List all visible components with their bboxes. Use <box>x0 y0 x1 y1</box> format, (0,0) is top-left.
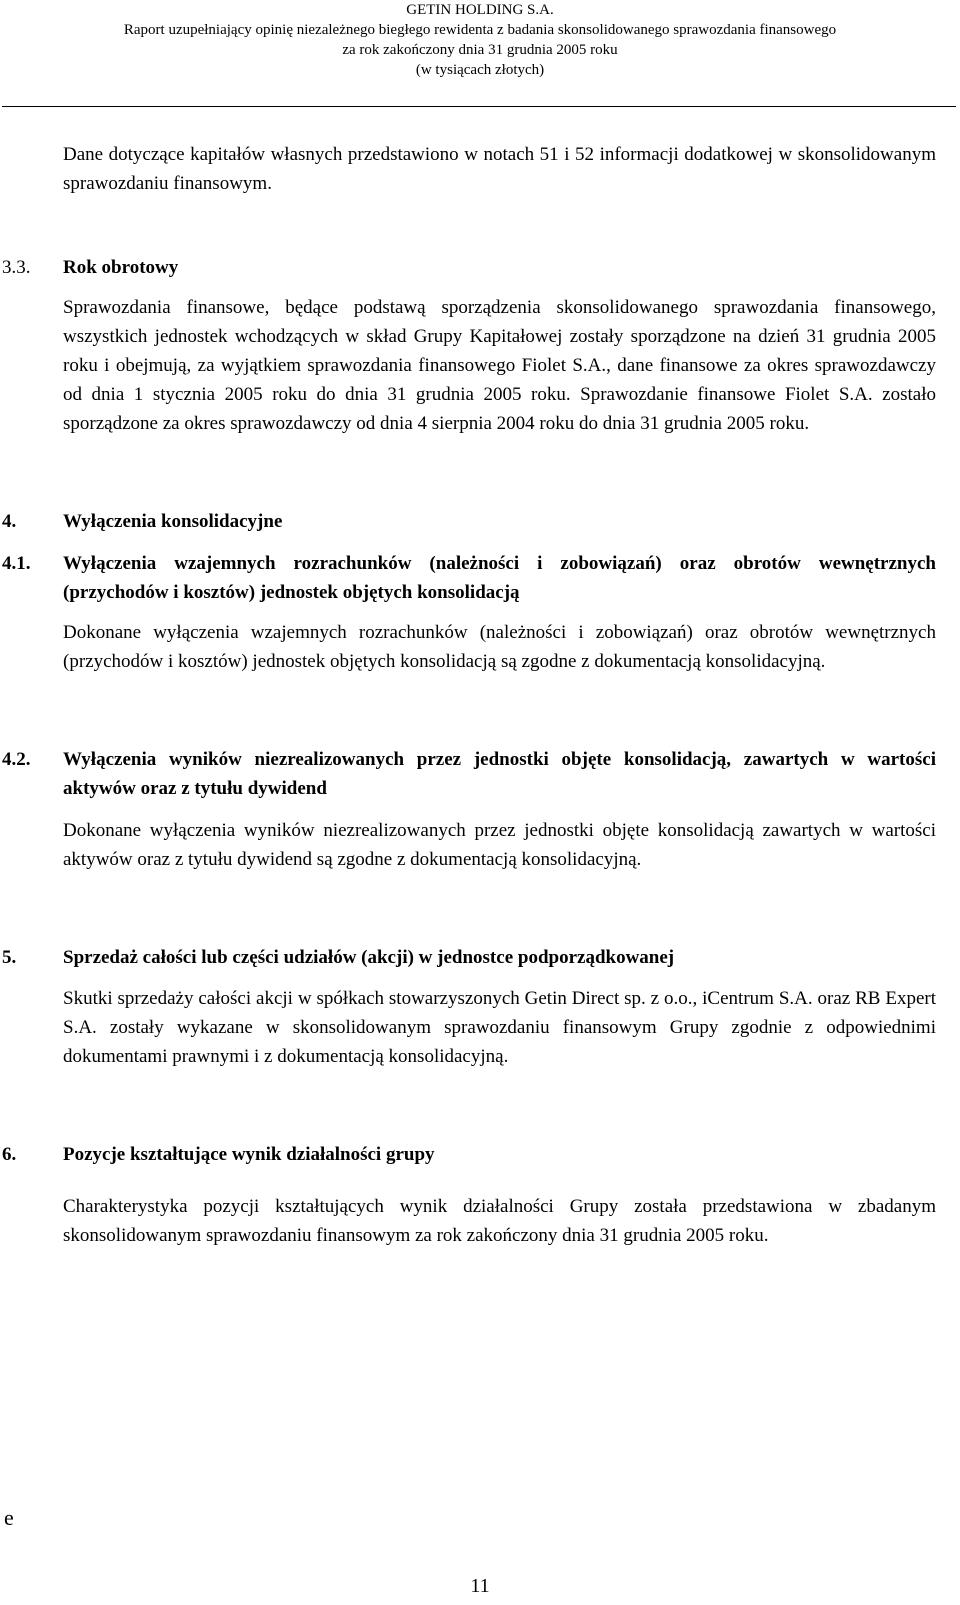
section-4-1-body: Dokonane wyłączenia wzajemnych rozrachunków (należności i zobowiązań) oraz obrotów wewnętrznych (przychodów i kosztów) jednostek objętych konsolidacją są zgodne z dokumentacją konsolidacyjną. <box>63 622 936 672</box>
section-3-3-body: Sprawozdania finansowe, będące podstawą sporządzenia skonsolidowanego sprawozdania finansowego, wszystkich jednostek wchodzących w skład Grupy Kapitałowej zostały sporządzone na dzień 31 grudnia 2005 roku i obejmują, za wyjątkiem sprawozdania finansowego Fiolet S.A., dane finansowe za okres sprawozdawczy od dnia 1 stycznia 2005 roku do dnia 31 grudnia 2005 roku. Sprawozdanie finansowe Fiolet S.A. zostało sporządzone za okres sprawozdawczy od dnia 4 sierpnia 2004 roku do dnia 31 grudnia 2005 roku. <box>63 297 936 434</box>
section-4-2-title: Wyłączenia wyników niezrealizowanych przez jednostki objęte konsolidacją, zawartych w wartości aktywów oraz z tytułu dywidend <box>63 749 936 799</box>
page-header <box>0 0 960 80</box>
section-4-1-number: 4.1. <box>2 553 31 574</box>
company-name: GETIN HOLDING S.A. <box>406 2 554 18</box>
section-3-3-title: Rok obrotowy <box>63 257 179 278</box>
currency-units: (w tysiącach złotych) <box>415 62 545 78</box>
section-5-body: Skutki sprzedaży całości akcji w spółkach stowarzyszonych Getin Direct sp. z o.o., iCentrum S.A. oraz RB Expert S.A. zostały wykazane w skonsolidowanym sprawozdaniu finansowym Grupy zgodnie z odpowiednimi dokumentami prawnymi i z dokumentacją konsolidacyjną. <box>63 988 936 1067</box>
footer-mark: e <box>4 1505 14 1530</box>
section-6-body: Charakterystyka pozycji kształtujących wynik działalności Grupy została przedstawiona w zbadanym skonsolidowanym sprawozdaniu finansowym za rok zakończony dnia 31 grudnia 2005 roku. <box>63 1196 936 1246</box>
section-4-1-title: Wyłączenia wzajemnych rozrachunków (należności i zobowiązań) oraz obrotów wewnętrznych (przychodów i kosztów) jednostek objętych konsolidacją <box>63 553 936 603</box>
section-4-2-number: 4.2. <box>2 749 31 770</box>
report-period: za rok zakończony dnia 31 grudnia 2005 roku <box>342 42 618 58</box>
header-divider <box>2 106 956 107</box>
report-title: Raport uzupełniający opinię niezależnego biegłego rewidenta z badania skonsolidowanego sprawozdania finansowego <box>123 22 837 38</box>
section-6-title: Pozycje kształtujące wynik działalności grupy <box>63 1144 435 1165</box>
section-3-3-number: 3.3. <box>2 257 31 278</box>
page-number: 11 <box>470 1575 490 1597</box>
section-6-number: 6. <box>2 1144 17 1165</box>
intro-paragraph: Dane dotyczące kapitałów własnych przedstawiono w notach 51 i 52 informacji dodatkowej w skonsolidowanym sprawozdaniu finansowym. <box>63 144 936 194</box>
section-4-2-body: Dokonane wyłączenia wyników niezrealizowanych przez jednostki objęte konsolidacją zawartych w wartości aktywów oraz z tytułu dywidend są zgodne z dokumentacją konsolidacyjną. <box>63 820 936 870</box>
section-5-number: 5. <box>2 947 17 968</box>
section-5-title: Sprzedaż całości lub części udziałów (akcji) w jednostce podporządkowanej <box>63 947 675 968</box>
section-4-number: 4. <box>2 511 17 532</box>
section-4-title: Wyłączenia konsolidacyjne <box>63 511 283 532</box>
